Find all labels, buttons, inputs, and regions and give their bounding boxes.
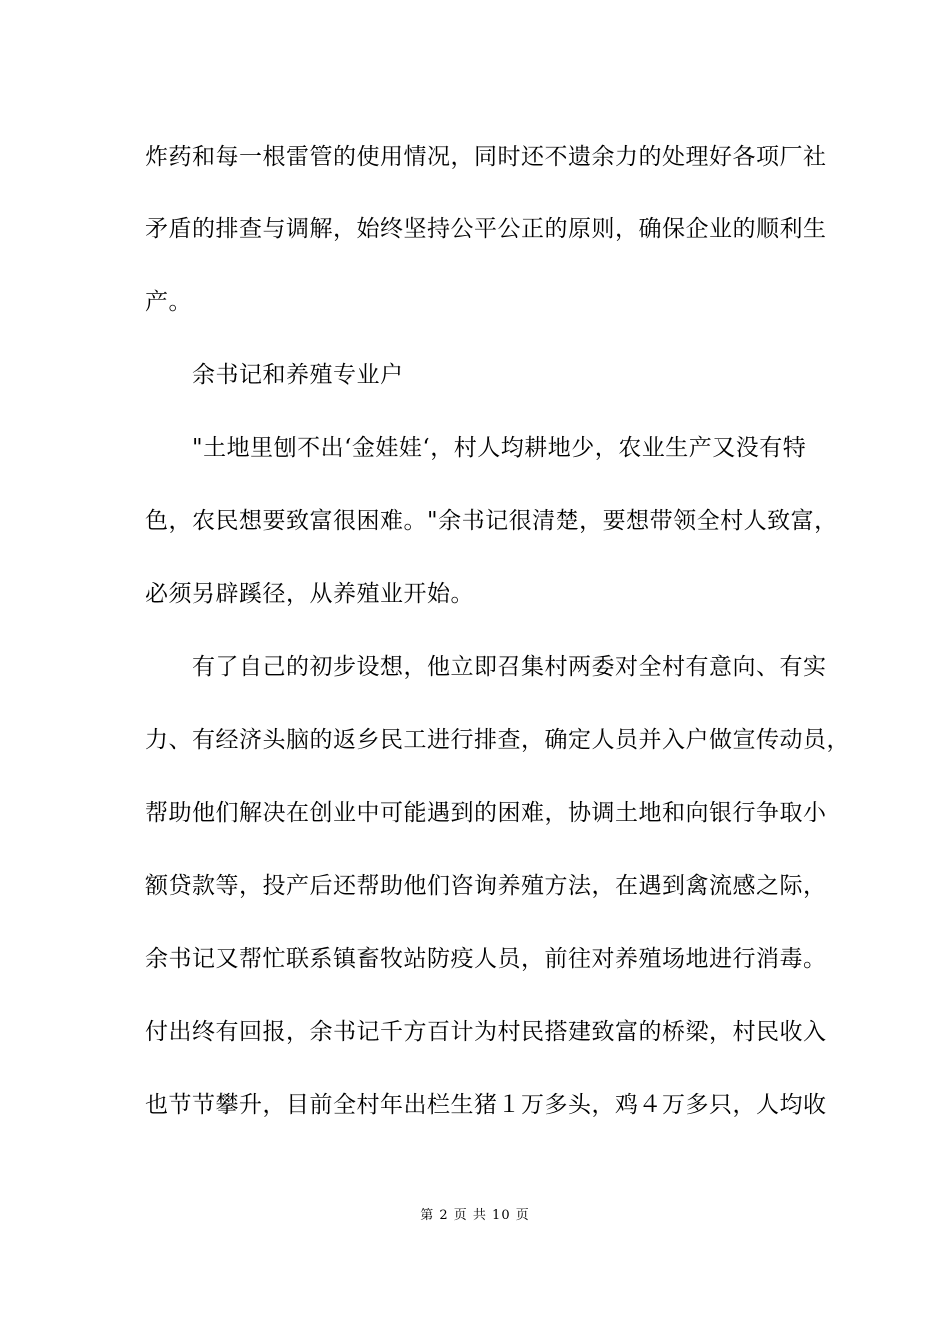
page-number-footer: 第 2 页 共 10 页 [420, 1208, 530, 1223]
text-line: 也节节攀升，目前全村年出栏生猪１万多头，鸡４万多只，人均收 [145, 1092, 827, 1118]
text-line: 炸药和每一根雷管的使用情况，同时还不遗余力的处理好各项厂社 [145, 144, 827, 170]
text-line: 帮助他们解决在创业中可能遇到的困难，协调土地和向银行争取小 [145, 800, 827, 826]
text-line: 额贷款等，投产后还帮助他们咨询养殖方法，在遇到禽流感之际， [145, 873, 827, 899]
text-line: 产。 [145, 289, 192, 315]
text-line: 有了自己的初步设想，他立即召集村两委对全村有意向、有实 [192, 654, 827, 680]
text-line: 余书记又帮忙联系镇畜牧站防疫人员，前往对养殖场地进行消毒。 [145, 946, 827, 972]
text-line: "土地里刨不出‘金娃娃‘，村人均耕地少，农业生产又没有特 [192, 435, 807, 461]
text-line: 必须另辟蹊径，从养殖业开始。 [145, 581, 474, 607]
text-line: 力、有经济头脑的返乡民工进行排查，确定人员并入户做宣传动员， [145, 727, 850, 753]
text-line: 付出终有回报，余书记千方百计为村民搭建致富的桥梁，村民收入 [145, 1019, 827, 1045]
section-heading: 余书记和养殖专业户 [192, 362, 404, 388]
text-line: 矛盾的排查与调解，始终坚持公平公正的原则，确保企业的顺利生 [145, 216, 827, 242]
text-line: 色，农民想要致富很困难。"余书记很清楚，要想带领全村人致富， [145, 508, 838, 534]
